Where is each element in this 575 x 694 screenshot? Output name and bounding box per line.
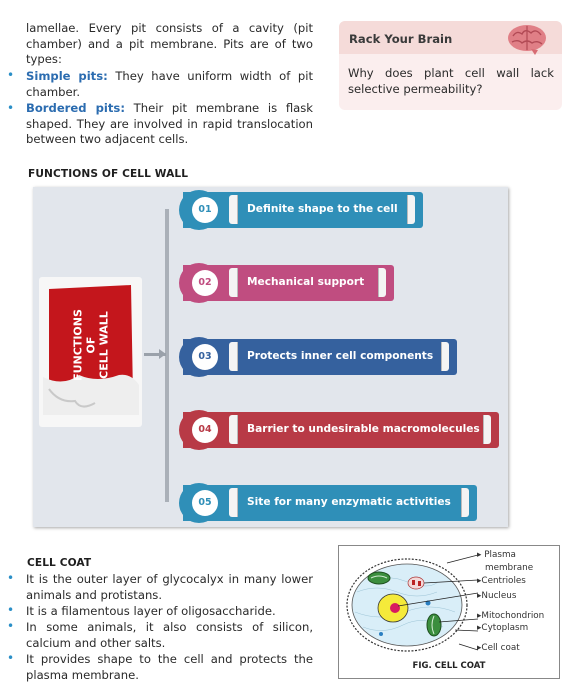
label-mitochondrion-text: Mitochondrion bbox=[481, 611, 545, 621]
paper-curl-right bbox=[483, 415, 491, 444]
bullet: • bbox=[7, 619, 15, 633]
paper-curl-left bbox=[229, 415, 238, 444]
function-label-strip bbox=[229, 195, 415, 224]
function-banner bbox=[183, 265, 394, 301]
bordered-pits-text: Their pit membrane is flask shaped. They are involved in rapid translocation between two adjacent cells. bbox=[26, 101, 313, 147]
paper-curl-right bbox=[378, 268, 386, 297]
simple-pits-term: Simple pits: bbox=[26, 69, 108, 83]
brain-icon bbox=[505, 22, 549, 56]
paper-curl-right bbox=[407, 195, 415, 224]
bordered-pits-term: Bordered pits: bbox=[26, 101, 125, 115]
function-number-badge: 02 bbox=[192, 270, 218, 296]
label-cytoplasm: ▸Cytoplasm bbox=[477, 623, 529, 633]
label-plasma-text: Plasma bbox=[484, 550, 516, 560]
function-label-strip bbox=[229, 415, 491, 444]
center-title-line3: CELL WALL bbox=[97, 311, 111, 379]
function-banner bbox=[183, 412, 499, 448]
rack-your-brain-title: Rack Your Brain bbox=[349, 32, 453, 46]
function-item-2 bbox=[183, 265, 394, 301]
rack-your-brain-box bbox=[339, 21, 562, 110]
rack-your-brain-header bbox=[339, 21, 562, 54]
label-centrioles: ▸Centrioles bbox=[477, 576, 526, 586]
paper-curl-left bbox=[229, 342, 238, 371]
figure-caption: FIG. CELL COAT bbox=[412, 661, 486, 671]
function-number-badge: 05 bbox=[192, 490, 218, 516]
functions-diagram bbox=[33, 187, 508, 527]
center-title-line1: FUNCTIONS bbox=[71, 309, 85, 381]
function-item-1 bbox=[183, 192, 423, 228]
bordered-pits-item bbox=[26, 101, 313, 148]
function-number-badge: 01 bbox=[192, 197, 218, 223]
cell-coat-figure bbox=[338, 545, 560, 679]
label-membrane: membrane bbox=[485, 563, 534, 573]
simple-pits-item bbox=[26, 69, 313, 100]
label-centrioles-text: Centrioles bbox=[481, 576, 526, 586]
label-nucleus-text: Nucleus bbox=[481, 591, 517, 601]
intro-paragraph: lamellae. Every pit consists of a cavity (pit chamber) and a pit membrane. Pits are of two types: bbox=[26, 21, 313, 67]
functions-heading: FUNCTIONS OF CELL WALL bbox=[28, 168, 189, 180]
center-block bbox=[39, 277, 142, 427]
function-item-4 bbox=[183, 412, 499, 448]
paper-curl-right bbox=[441, 342, 449, 371]
cell-coat-point: In some animals, it also consists of silicon, calcium and other salts. bbox=[26, 620, 313, 650]
bullet: • bbox=[7, 571, 15, 585]
cell-coat-heading: CELL COAT bbox=[27, 557, 92, 569]
function-item-5 bbox=[183, 485, 477, 521]
function-banner bbox=[183, 192, 423, 228]
cell-illustration bbox=[343, 552, 478, 660]
function-banner bbox=[183, 485, 477, 521]
function-label: Protects inner cell components bbox=[247, 350, 434, 362]
rack-your-brain-question: Why does plant cell wall lack selective permeability? bbox=[348, 66, 554, 96]
label-cell-coat: ▸Cell coat bbox=[477, 643, 520, 653]
bullet: • bbox=[7, 101, 15, 115]
function-label-strip bbox=[229, 342, 449, 371]
center-title-line2: OF bbox=[84, 336, 98, 354]
function-label: Mechanical support bbox=[247, 276, 365, 288]
function-number-badge: 04 bbox=[192, 417, 218, 443]
label-nucleus: ▸Nucleus bbox=[477, 591, 517, 601]
paper-curl-left bbox=[229, 268, 238, 297]
paper-curl-right bbox=[461, 488, 469, 517]
label-plasma: ▸ Plasma bbox=[477, 550, 516, 560]
cell-coat-point: It is a filamentous layer of oligosaccharide. bbox=[26, 604, 276, 618]
bullet: • bbox=[7, 68, 15, 82]
bullet: • bbox=[7, 651, 15, 665]
function-item-3 bbox=[183, 339, 457, 375]
paper-curl-left bbox=[229, 488, 238, 517]
function-label: Site for many enzymatic activities bbox=[247, 496, 451, 508]
label-cell-coat-text: Cell coat bbox=[481, 643, 520, 653]
paper-curl-left bbox=[229, 195, 238, 224]
simple-pits-text: They have uniform width of pit chamber. bbox=[26, 69, 314, 99]
cell-coat-point: It provides shape to the cell and protects the plasma membrane. bbox=[26, 652, 313, 682]
label-mitochondrion: ▸Mitochondrion bbox=[477, 611, 545, 621]
cell-coat-point: It is the outer layer of glycocalyx in many lower animals and protistans. bbox=[26, 572, 313, 602]
function-label-strip bbox=[229, 488, 469, 517]
function-label: Barrier to undesirable macromolecules bbox=[247, 423, 480, 435]
connector-arrow bbox=[159, 349, 166, 359]
function-label-strip bbox=[229, 268, 386, 297]
function-number-badge: 03 bbox=[192, 344, 218, 370]
function-banner bbox=[183, 339, 457, 375]
function-label: Definite shape to the cell bbox=[247, 203, 398, 215]
bullet: • bbox=[7, 603, 15, 617]
center-title bbox=[72, 283, 112, 408]
label-cytoplasm-text: Cytoplasm bbox=[481, 623, 529, 633]
